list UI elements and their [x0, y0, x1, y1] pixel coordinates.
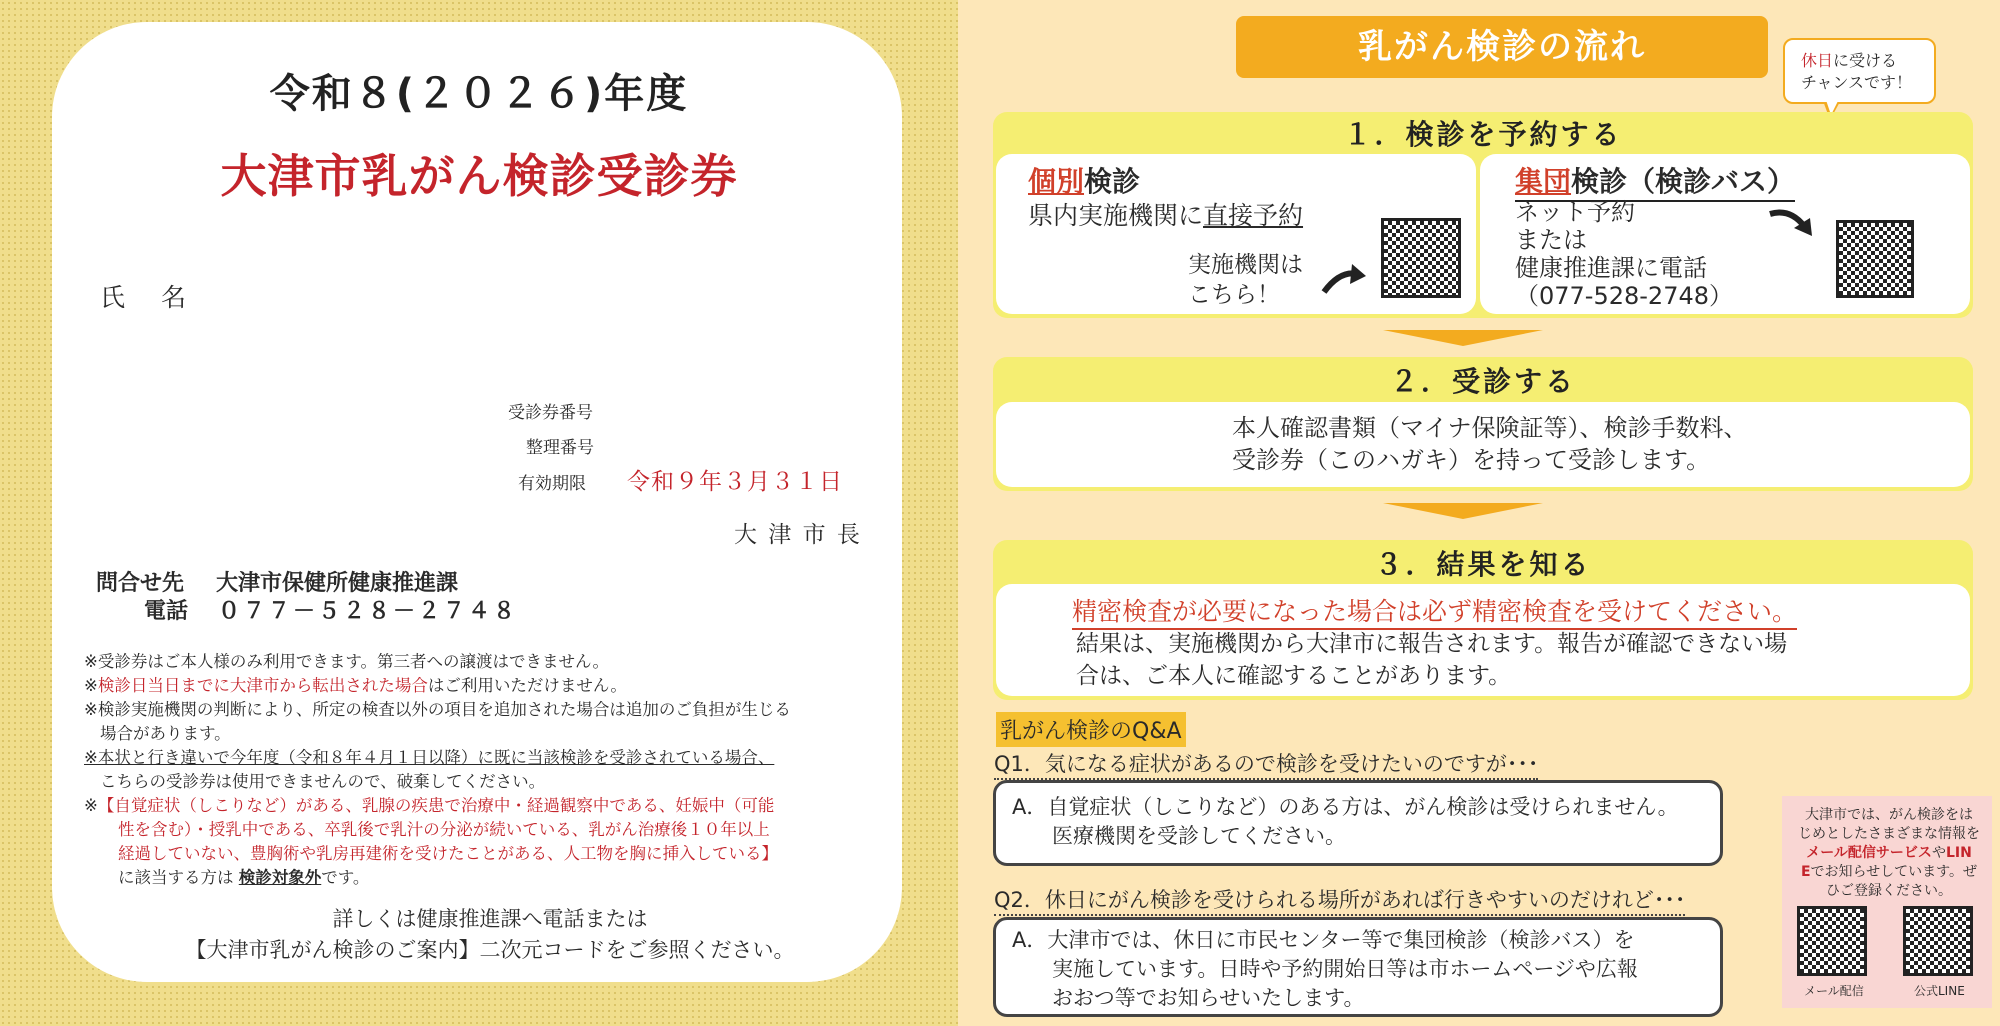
- side-line-4-rest: でお知らせしています。ぜ: [1810, 864, 1978, 880]
- note-5d-bold: 検診対象外: [238, 868, 322, 887]
- side-line-5: ひご登録ください。: [1826, 883, 1952, 899]
- bottom-message-2: 【大津市乳がん検診のご案内】二次元コードをご参照ください。: [185, 938, 795, 962]
- line-qr-label: 公式LINE: [1914, 984, 1965, 998]
- ticket-title: 大津市乳がん検診受診券: [220, 149, 738, 203]
- note-3b: 場合があります。: [100, 724, 231, 743]
- note-3a: ※検診実施機関の判断により、所定の検査以外の項目を追加された場合は追加のご負担が生じる: [84, 700, 791, 719]
- side-line-2: じめとしたさまざまな情報を: [1798, 826, 1980, 842]
- individual-qr-code[interactable]: [1381, 218, 1461, 298]
- note-5a-text: 【自覚症状（しこりなど）がある、乳腺の疾患で治療中・経過観察中である、妊娠中（可能: [97, 796, 775, 815]
- note-2-red: 検診日当日までに大津市から転出された場合: [97, 676, 428, 695]
- answer-2-line-2: 実施しています。日時や予約開始日等は市ホームページや広報: [1052, 957, 1638, 981]
- validity-date: 令和９年３月３１日: [627, 469, 843, 495]
- qr-caption-2: こちら！: [1188, 282, 1280, 308]
- question-1: Q1．気になる症状があるので検診を受けたいのですが･･･: [994, 748, 1538, 780]
- bubble-holiday: 休日: [1801, 51, 1834, 70]
- holiday-speech-bubble: [1783, 38, 1936, 104]
- answer-1-line-1: A．自覚症状（しこりなど）のある方は、がん検診は受けられません。: [1012, 795, 1679, 819]
- side-line-brand: LIN: [1945, 845, 1972, 861]
- flow-arrow-1: [1383, 330, 1543, 346]
- note-5-mark: ※: [84, 796, 98, 815]
- side-line-1: 大津市では、がん検診をは: [1805, 807, 1973, 823]
- flow-title: 乳がん検診の流れ: [1236, 16, 1768, 78]
- bubble-line-2: チャンスです！: [1801, 73, 1913, 92]
- bubble-line-1-rest: に受ける: [1833, 51, 1898, 70]
- step-2-line-1: 本人確認書類（マイナ保険証等）、検診手数料、: [1232, 414, 1748, 442]
- step-1-heading: １．検診を予約する: [1343, 118, 1623, 151]
- note-2-suffix: はご利用いただけません。: [427, 676, 627, 695]
- note-2: [84, 674, 884, 698]
- mail-qr-label: メール配信: [1804, 984, 1864, 998]
- bottom-message-1: 詳しくは健康推進課へ電話または: [332, 907, 648, 931]
- step-2-text: [1232, 412, 1748, 476]
- step-3-warning: 精密検査が必要になった場合は必ず精密検査を受けてください。: [1072, 592, 1797, 630]
- notes: [84, 650, 884, 890]
- bubble-line-1: [1801, 50, 1934, 72]
- ticket-panel: [0, 0, 958, 1026]
- phone-label: 電話: [144, 599, 189, 624]
- group-line-1: ネット予約: [1515, 198, 1635, 226]
- flow-arrow-2: [1383, 503, 1543, 519]
- individual-desc-prefix: 県内実施機関に: [1028, 201, 1204, 230]
- step-3-line-2: 合は、ご本人に確認することがあります。: [1076, 663, 1512, 689]
- ticket-number-label: 受診券番号: [508, 403, 593, 423]
- step-3-text: [1076, 628, 1787, 692]
- answer-2-line-3: おおつ等でお知らせいたします。: [1052, 986, 1365, 1010]
- answer-1-line-2: 医療機関を受診してください。: [1052, 824, 1346, 848]
- answer-1: [1012, 793, 1679, 851]
- individual-qr-caption: [1188, 250, 1303, 310]
- line-qr-code[interactable]: [1903, 906, 1973, 976]
- note-5b: 性を含む）・授乳中である、卒乳後で乳汁の分泌が続いている、乳がん治療後１０年以上: [118, 820, 770, 839]
- name-label: 氏 名: [100, 283, 200, 312]
- step-2-line-2: 受診券（このハガキ）を持って受診します。: [1232, 446, 1711, 474]
- individual-exam-title: [1028, 160, 1140, 200]
- side-line-4: [1790, 863, 1988, 882]
- group-line-4: （077-528-2748）: [1515, 282, 1734, 310]
- qa-heading: 乳がん検診のQ&A: [996, 712, 1186, 747]
- step-3-line-1: 結果は、実施機関から大津市に報告されます。報告が確認できない場: [1076, 631, 1788, 657]
- contact-org: 大津市保健所健康推進課: [216, 571, 459, 596]
- reference-number-label: 整理番号: [526, 438, 594, 458]
- answer-2-line-1: A．大津市では、休日に市民センター等で集団検診（検診バス）を: [1012, 928, 1635, 952]
- phone-number: ０７７－５２８－２７４８: [218, 599, 519, 624]
- side-line-3-mid: や: [1931, 845, 1946, 861]
- note-5c: 経過していない、豊胸術や乳房再建術を受けたことがある、人工物を胸に挿入している】: [118, 844, 778, 863]
- arrow-down-right-icon: [1768, 206, 1816, 238]
- note-5d: [84, 866, 884, 890]
- group-rest: 検診（検診バス）: [1571, 165, 1796, 198]
- note-4a: ※本状と行き違いで今年度（令和８年４月１日以降）に既に当該検診を受診されている場合、: [84, 748, 775, 767]
- note-5d-suffix: です。: [321, 868, 370, 887]
- group-exam-title: [1515, 160, 1795, 202]
- mayor-label: 大 津 市 長: [734, 522, 862, 548]
- note-5a: [84, 794, 884, 818]
- note-1: ※受診券はご本人様のみ利用できます。第三者への譲渡はできません。: [84, 652, 609, 671]
- group-exam-desc: [1515, 198, 1733, 310]
- group-line-3: 健康推進課に電話: [1515, 254, 1707, 282]
- step-2-heading: ２．受診する: [1389, 365, 1576, 398]
- qr-caption-1: 実施機関は: [1188, 252, 1303, 278]
- arrow-right-icon: [1320, 262, 1368, 296]
- individual-exam-desc: [1028, 196, 1303, 232]
- group-qr-code[interactable]: [1836, 220, 1914, 298]
- individual-desc-underline: 直接予約: [1203, 201, 1304, 230]
- note-4b: こちらの受診券は使用できませんので、破棄してください。: [100, 772, 546, 791]
- contact-label: 問合せ先: [96, 571, 185, 596]
- note-2-mark: ※: [84, 676, 98, 695]
- side-mail-service: メール配信サービス: [1806, 845, 1932, 861]
- question-2: Q2．休日にがん検診を受けられる場所があれば行きやすいのだけれど･･･: [994, 884, 1685, 916]
- note-5d-prefix: に該当する方は: [118, 868, 234, 887]
- step-3-heading: ３．結果を知る: [1374, 548, 1592, 581]
- individual-red: 個別: [1028, 165, 1085, 198]
- validity-label: 有効期限: [518, 474, 586, 494]
- answer-2: [1012, 926, 1638, 1013]
- side-info-text: [1790, 806, 1988, 901]
- side-line-3: [1790, 844, 1988, 863]
- group-red: 集団: [1515, 165, 1572, 198]
- fiscal-year: 令和８(２０２６)年度: [269, 71, 689, 117]
- group-line-2: または: [1515, 226, 1587, 254]
- side-line-brand-e: E: [1800, 864, 1811, 880]
- mail-qr-code[interactable]: [1797, 906, 1867, 976]
- individual-rest: 検診: [1084, 165, 1141, 198]
